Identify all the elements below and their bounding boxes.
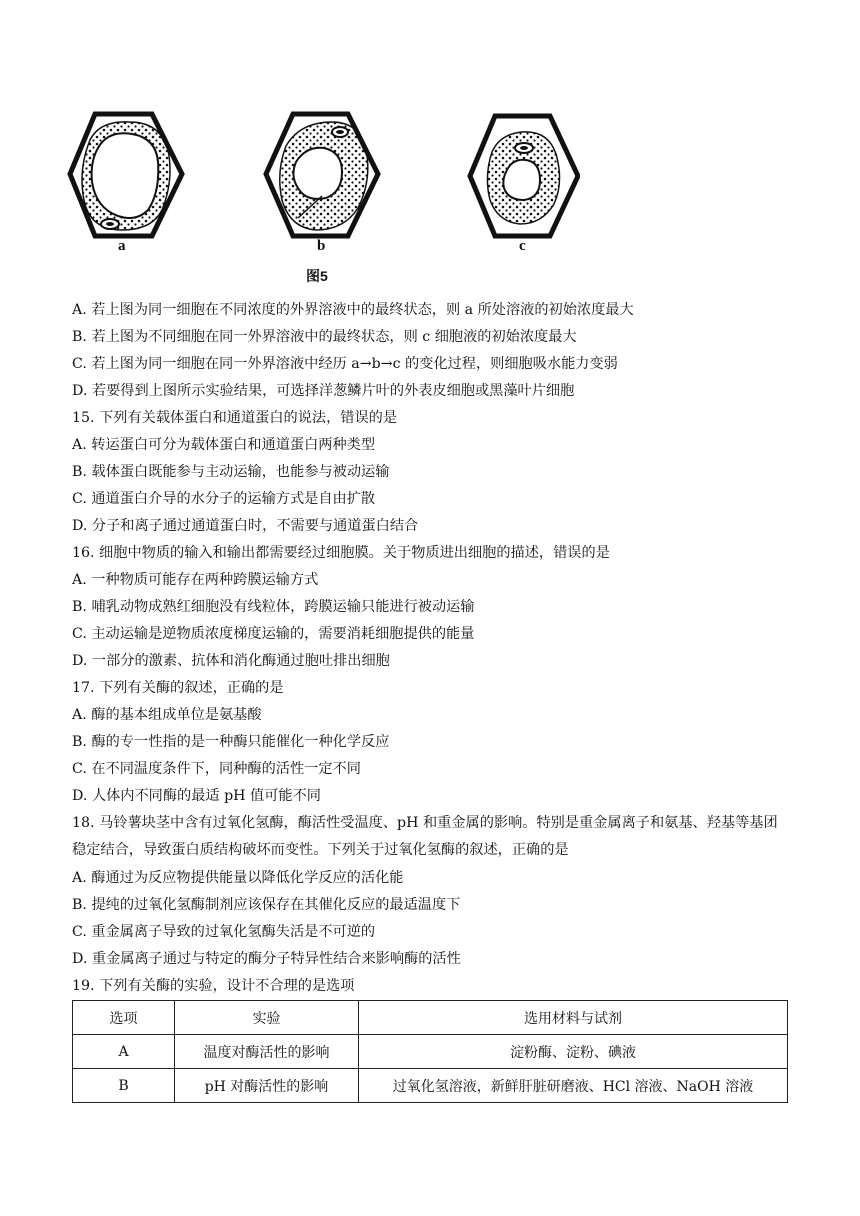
option-line: D. 分子和离子通过通道蛋白时，不需要与通道蛋白结合 bbox=[72, 518, 419, 534]
table-header: 实验 bbox=[175, 1001, 359, 1035]
table-header-row bbox=[73, 1001, 788, 1035]
table-cell: pH 对酶活性的影响 bbox=[175, 1069, 359, 1103]
option-line: A. 一种物质可能存在两种跨膜运输方式 bbox=[72, 572, 319, 588]
cell-c bbox=[470, 116, 578, 236]
table-cell: 过氧化氢溶液，新鲜肝脏研磨液、HCl 溶液、NaOH 溶液 bbox=[359, 1069, 788, 1103]
option-line: C. 重金属离子导致的过氧化氢酶失活是不可逆的 bbox=[72, 924, 376, 940]
option-line: B. 提纯的过氧化氢酶制剂应该保存在其催化反应的最适温度下 bbox=[72, 897, 461, 913]
option-line: D. 重金属离子通过与特定的酶分子特异性结合来影响酶的活性 bbox=[72, 951, 461, 967]
table-row bbox=[73, 1035, 788, 1069]
option-line: D. 一部分的激素、抗体和消化酶通过胞吐排出细胞 bbox=[72, 653, 390, 669]
cell-b bbox=[266, 114, 378, 236]
table-cell: B bbox=[73, 1069, 175, 1103]
option-line: B. 酶的专一性指的是一种酶只能催化一种化学反应 bbox=[72, 734, 390, 750]
question-18: 18. 马铃薯块茎中含有过氧化氢酶，酶活性受温度、pH 和重金属的影响。特别是重金属离子和氨基、羟基等基团稳定结合，导致蛋白质结构破坏而变性。下列关于过氧化氢酶的叙述，正确的是 bbox=[72, 815, 778, 858]
option-line: B. 载体蛋白既能参与主动运输，也能参与被动运输 bbox=[72, 464, 390, 480]
option-line: A. 酶通过为反应物提供能量以降低化学反应的活化能 bbox=[72, 870, 404, 886]
cell-label-b: b bbox=[317, 238, 326, 254]
table-header: 选用材料与试剂 bbox=[359, 1001, 788, 1035]
option-line: B. 哺乳动物成熟红细胞没有线粒体，跨膜运输只能进行被动运输 bbox=[72, 599, 475, 615]
table-row bbox=[73, 1069, 788, 1103]
option-line: D. 若要得到上图所示实验结果，可选择洋葱鳞片叶的外表皮细胞或黑藻叶片细胞 bbox=[72, 383, 575, 399]
option-line: C. 在不同温度条件下，同种酶的活性一定不同 bbox=[72, 761, 361, 777]
cell-label-c: c bbox=[519, 238, 526, 254]
question-17: 17. 下列有关酶的叙述，正确的是 bbox=[72, 680, 284, 696]
question-16: 16. 细胞中物质的输入和输出都需要经过细胞膜。关于物质进出细胞的描述，错误的是 bbox=[72, 545, 610, 561]
question-15: 15. 下列有关载体蛋白和通道蛋白的说法，错误的是 bbox=[72, 410, 398, 426]
figure-5 bbox=[60, 100, 580, 284]
option-line: A. 转运蛋白可分为载体蛋白和通道蛋白两种类型 bbox=[72, 437, 376, 453]
table-header: 选项 bbox=[73, 1001, 175, 1035]
option-line: C. 若上图为同一细胞在同一外界溶液中经历 a→b→c 的变化过程，则细胞吸水能力变弱 bbox=[72, 356, 618, 372]
experiment-table bbox=[72, 1000, 788, 1103]
table-cell: 淀粉酶、淀粉、碘液 bbox=[359, 1035, 788, 1069]
option-line: D. 人体内不同酶的最适 pH 值可能不同 bbox=[72, 788, 321, 804]
table-cell: A bbox=[73, 1035, 175, 1069]
option-line: A. 酶的基本组成单位是氨基酸 bbox=[72, 707, 262, 723]
question-19: 19. 下列有关酶的实验，设计不合理的是选项 bbox=[72, 978, 355, 994]
option-line: A. 若上图为同一细胞在不同浓度的外界溶液中的最终状态，则 a 所处溶液的初始浓度最大 bbox=[72, 302, 634, 318]
option-line: C. 通道蛋白介导的水分子的运输方式是自由扩散 bbox=[72, 491, 376, 507]
option-line: C. 主动运输是逆物质浓度梯度运输的，需要消耗细胞提供的能量 bbox=[72, 626, 475, 642]
cell-a bbox=[70, 114, 182, 236]
table-cell: 温度对酶活性的影响 bbox=[175, 1035, 359, 1069]
option-line: B. 若上图为不同细胞在同一外界溶液中的最终状态，则 c 细胞液的初始浓度最大 bbox=[72, 329, 577, 345]
figure-caption: 图5 bbox=[306, 268, 328, 284]
cell-label-a: a bbox=[118, 238, 126, 254]
